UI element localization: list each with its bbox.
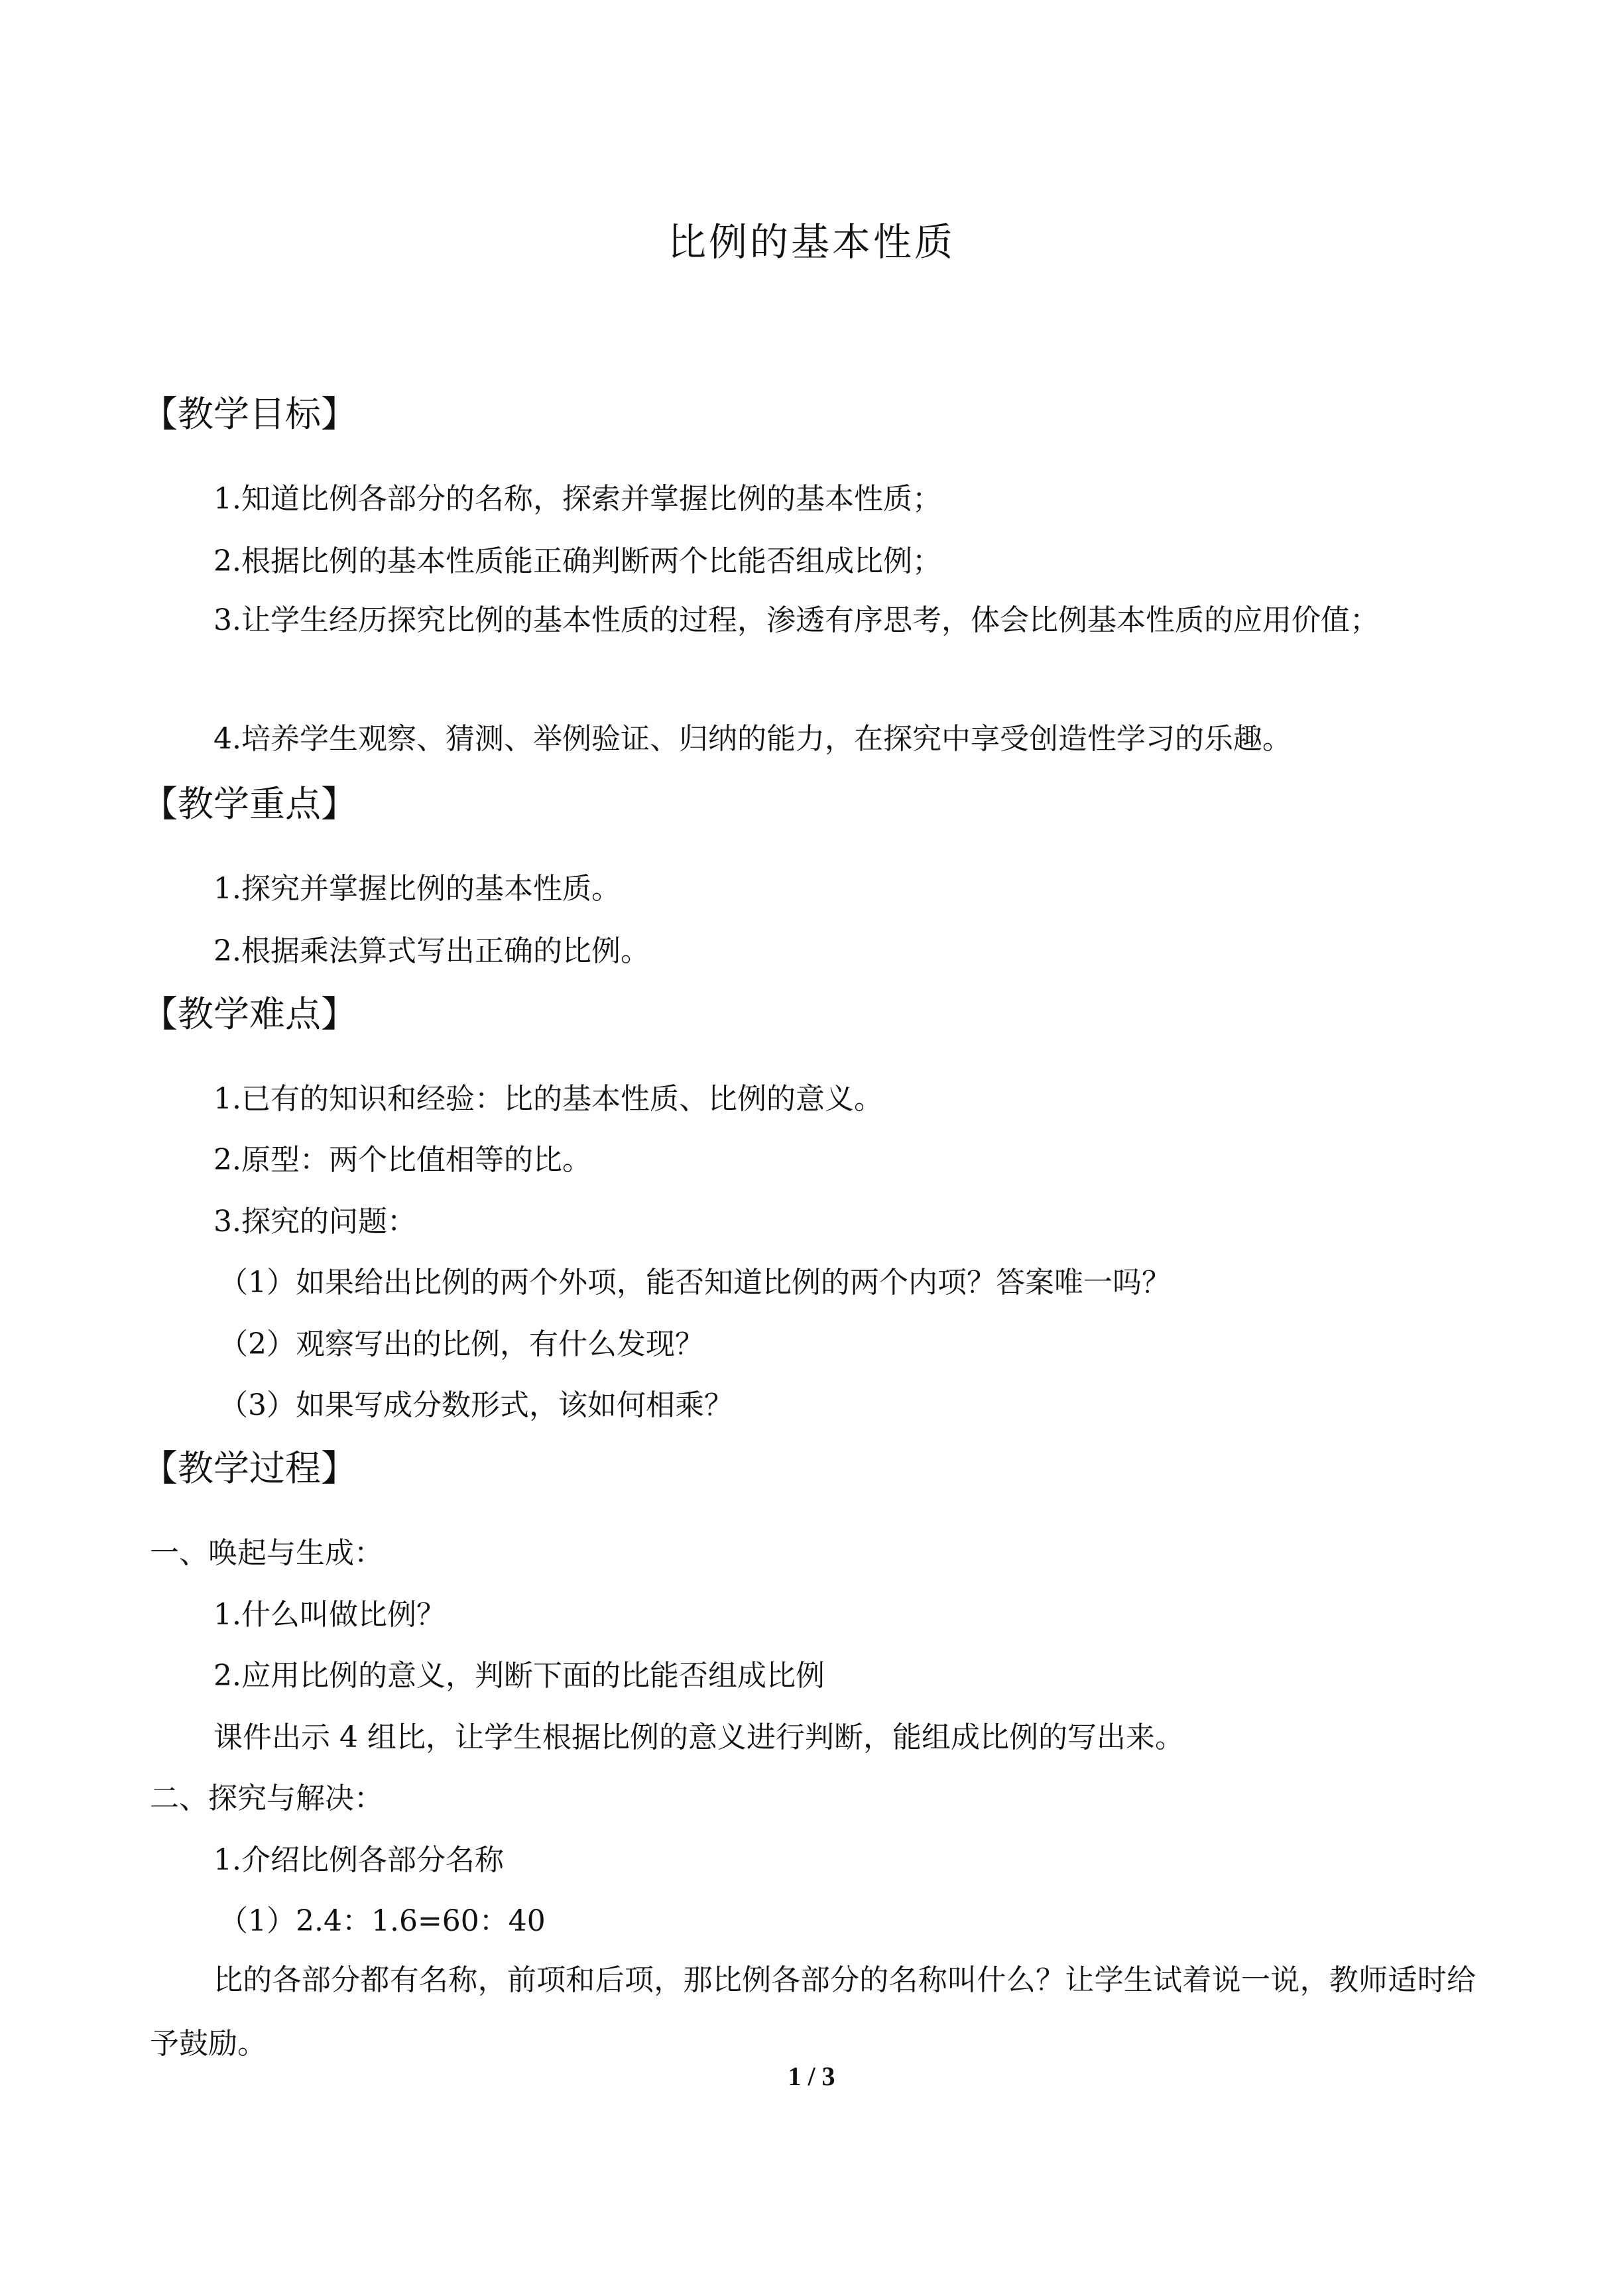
page-number: 1 / 3 xyxy=(788,2061,835,2091)
process-item: 1.什么叫做比例？ xyxy=(213,1598,446,1632)
process-item: 1.介绍比例各部分名称 xyxy=(213,1843,504,1877)
process-item: 2.应用比例的意义，判断下面的比能否组成比例 xyxy=(213,1659,825,1693)
page-title: 比例的基本性质 xyxy=(667,219,955,265)
objective-item: 1.知道比例各部分的名称，探索并掌握比例的基本性质； xyxy=(213,482,941,516)
key-point-item: 2.根据乘法算式写出正确的比例。 xyxy=(213,934,650,968)
objective-item: 4.培养学生观察、猜测、举例验证、归纳的能力，在探究中享受创造性学习的乐趣。 xyxy=(213,722,1292,756)
process-item: 课件出示 4 组比，让学生根据比例的意义进行判断，能组成比例的写出来。 xyxy=(213,1721,1184,1754)
question-item: （2）观察写出的比例，有什么发现？ xyxy=(219,1327,704,1361)
heading-objectives: 【教学目标】 xyxy=(142,393,357,435)
objective-item: 2.根据比例的基本性质能正确判断两个比能否组成比例； xyxy=(213,544,941,578)
heading-difficulties: 【教学难点】 xyxy=(142,993,357,1035)
heading-process: 【教学过程】 xyxy=(142,1447,357,1489)
difficulty-item: 3.探究的问题： xyxy=(213,1205,416,1239)
question-item: （1）如果给出比例的两个外项，能否知道比例的两个内项？答案唯一吗？ xyxy=(219,1266,1171,1299)
process-paragraph: 比的各部分都有名称，前项和后项，那比例各部分的名称叫什么？让学生试着说一说，教师适时给予鼓励。 xyxy=(150,1963,1476,2061)
difficulty-item: 2.原型：两个比值相等的比。 xyxy=(213,1143,591,1177)
question-item: （3）如果写成分数形式，该如何相乘？ xyxy=(219,1388,733,1422)
part-title: 一、唤起与生成： xyxy=(150,1536,383,1570)
objective-item: 3.让学生经历探究比例的基本性质的过程，渗透有序思考，体会比例基本性质的应用价值； xyxy=(213,603,1379,637)
key-point-item: 1.探究并掌握比例的基本性质。 xyxy=(213,872,621,906)
part-title: 二、探究与解决： xyxy=(150,1782,383,1815)
heading-key-points: 【教学重点】 xyxy=(142,783,357,825)
difficulty-item: 1.已有的知识和经验：比的基本性质、比例的意义。 xyxy=(213,1082,883,1116)
example-item: （1）2.4：1.6=60：40 xyxy=(219,1904,546,1938)
